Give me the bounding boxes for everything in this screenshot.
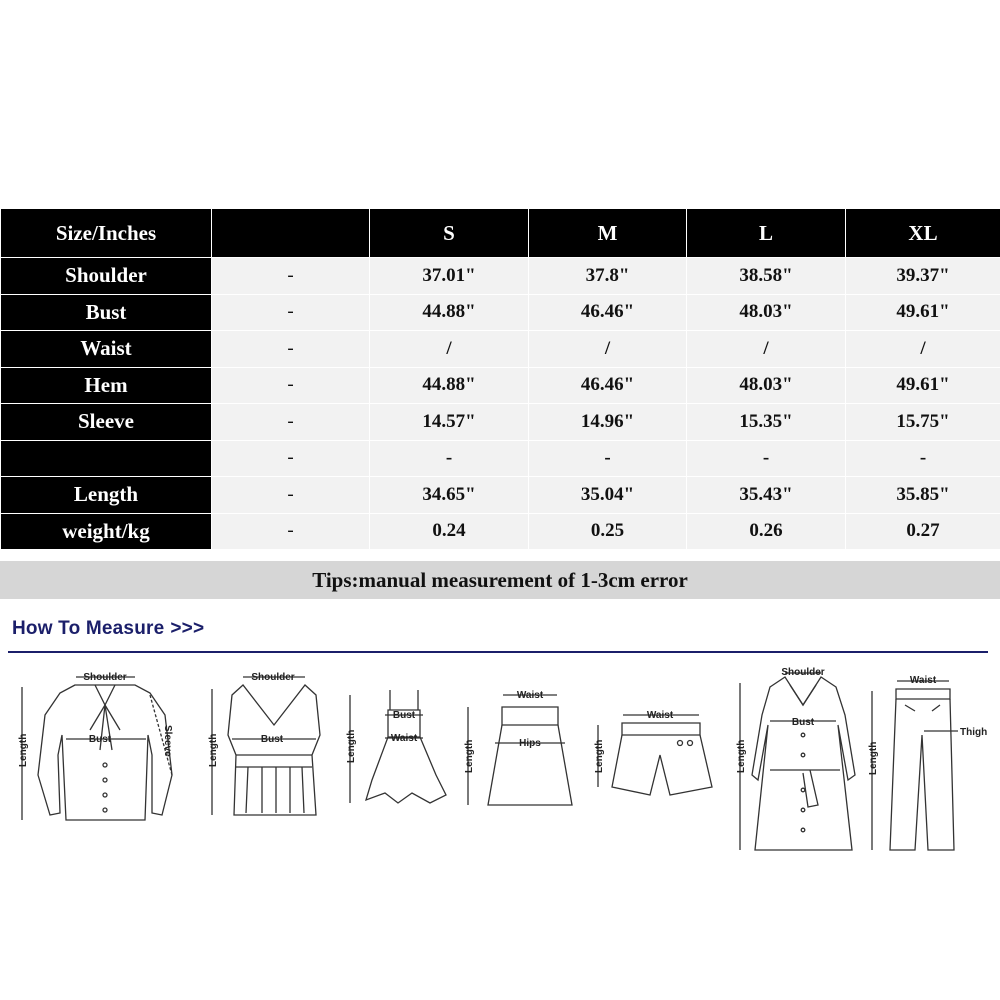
header-size-inches: Size/Inches xyxy=(1,209,212,258)
row-label: Bust xyxy=(1,294,212,331)
table-header-row xyxy=(1,209,1000,258)
table-cell: / xyxy=(687,331,846,368)
thigh-label: Thigh xyxy=(960,727,988,738)
bust-label: Bust xyxy=(791,717,815,728)
table-cell: 15.35" xyxy=(687,404,846,441)
length-label: Length xyxy=(18,733,29,767)
tank-top-diagram xyxy=(208,672,320,815)
length-label: Length xyxy=(594,739,605,773)
table-cell: 0.27 xyxy=(846,513,1000,550)
table-row xyxy=(1,294,1000,331)
row-label: weight/kg xyxy=(1,513,212,550)
arrows-icon: >>> xyxy=(170,618,205,639)
table-cell: 46.46" xyxy=(529,367,687,404)
table-cell: 44.88" xyxy=(370,367,529,404)
table-cell: 44.88" xyxy=(370,294,529,331)
table-cell: - xyxy=(212,440,370,477)
header-size-m: M xyxy=(529,209,687,258)
size-chart-table xyxy=(0,208,1000,550)
table-row xyxy=(1,477,1000,514)
table-row xyxy=(1,331,1000,368)
table-cell: / xyxy=(370,331,529,368)
row-label: Hem xyxy=(1,367,212,404)
garment-measure-diagrams xyxy=(0,655,1000,855)
table-cell: 37.8" xyxy=(529,258,687,295)
table-cell: 37.01" xyxy=(370,258,529,295)
header-blank xyxy=(212,209,370,258)
table-cell: - xyxy=(212,513,370,550)
header-size-s: S xyxy=(370,209,529,258)
row-label xyxy=(1,440,212,477)
length-label: Length xyxy=(208,733,219,767)
table-row xyxy=(1,513,1000,550)
table-cell: 35.85" xyxy=(846,477,1000,514)
table-row xyxy=(1,367,1000,404)
length-label: Length xyxy=(736,739,747,773)
table-cell: 38.58" xyxy=(687,258,846,295)
shoulder-label: Shoulder xyxy=(251,672,295,683)
bust-label: Bust xyxy=(392,710,416,721)
table-cell: / xyxy=(846,331,1000,368)
bust-label: Bust xyxy=(88,734,112,745)
table-cell: - xyxy=(370,440,529,477)
table-cell: 0.24 xyxy=(370,513,529,550)
waist-label: Waist xyxy=(516,690,544,701)
length-label: Length xyxy=(346,729,357,763)
table-cell: - xyxy=(212,294,370,331)
table-row xyxy=(1,440,1000,477)
row-label: Shoulder xyxy=(1,258,212,295)
row-label: Sleeve xyxy=(1,404,212,441)
table-cell: 35.43" xyxy=(687,477,846,514)
table-cell: - xyxy=(212,258,370,295)
hips-label: Hips xyxy=(519,738,541,749)
how-to-measure-label: How To Measure xyxy=(12,618,165,639)
skirt-diagram xyxy=(464,690,572,805)
table-cell: 15.75" xyxy=(846,404,1000,441)
shoulder-label: Shoulder xyxy=(83,672,127,683)
table-cell: - xyxy=(212,331,370,368)
table-cell: 49.61" xyxy=(846,294,1000,331)
row-label: Length xyxy=(1,477,212,514)
table-cell: - xyxy=(687,440,846,477)
table-cell: 49.61" xyxy=(846,367,1000,404)
table-cell: 0.25 xyxy=(529,513,687,550)
waist-label: Waist xyxy=(909,675,937,686)
table-cell: 46.46" xyxy=(529,294,687,331)
table-cell: / xyxy=(529,331,687,368)
length-label: Length xyxy=(868,741,879,775)
table-cell: - xyxy=(212,404,370,441)
table-cell: - xyxy=(529,440,687,477)
shorts-diagram xyxy=(594,710,712,795)
tips-banner: Tips:manual measurement of 1-3cm error xyxy=(0,561,1000,599)
row-label: Waist xyxy=(1,331,212,368)
table-cell: 39.37" xyxy=(846,258,1000,295)
header-size-xl: XL xyxy=(846,209,1000,258)
length-label: Length xyxy=(464,739,475,773)
table-row xyxy=(1,404,1000,441)
divider xyxy=(8,651,988,653)
table-cell: 14.96" xyxy=(529,404,687,441)
waist-label: Waist xyxy=(646,710,674,721)
shoulder-label: Shoulder xyxy=(781,667,825,678)
sleeve-label: Sleeve xyxy=(162,725,173,757)
waist-label: Waist xyxy=(390,733,418,744)
table-cell: - xyxy=(212,477,370,514)
table-cell: 48.03" xyxy=(687,294,846,331)
bust-label: Bust xyxy=(260,734,284,745)
table-cell: - xyxy=(846,440,1000,477)
trousers-diagram xyxy=(868,675,987,850)
table-cell: - xyxy=(212,367,370,404)
blouse-diagram xyxy=(18,672,173,820)
table-cell: 14.57" xyxy=(370,404,529,441)
strap-dress-diagram xyxy=(346,690,446,803)
header-size-l: L xyxy=(687,209,846,258)
table-cell: 34.65" xyxy=(370,477,529,514)
table-cell: 35.04" xyxy=(529,477,687,514)
table-cell: 48.03" xyxy=(687,367,846,404)
table-row xyxy=(1,258,1000,295)
table-cell: 0.26 xyxy=(687,513,846,550)
how-to-measure-title xyxy=(12,618,204,640)
coat-diagram xyxy=(736,667,855,850)
